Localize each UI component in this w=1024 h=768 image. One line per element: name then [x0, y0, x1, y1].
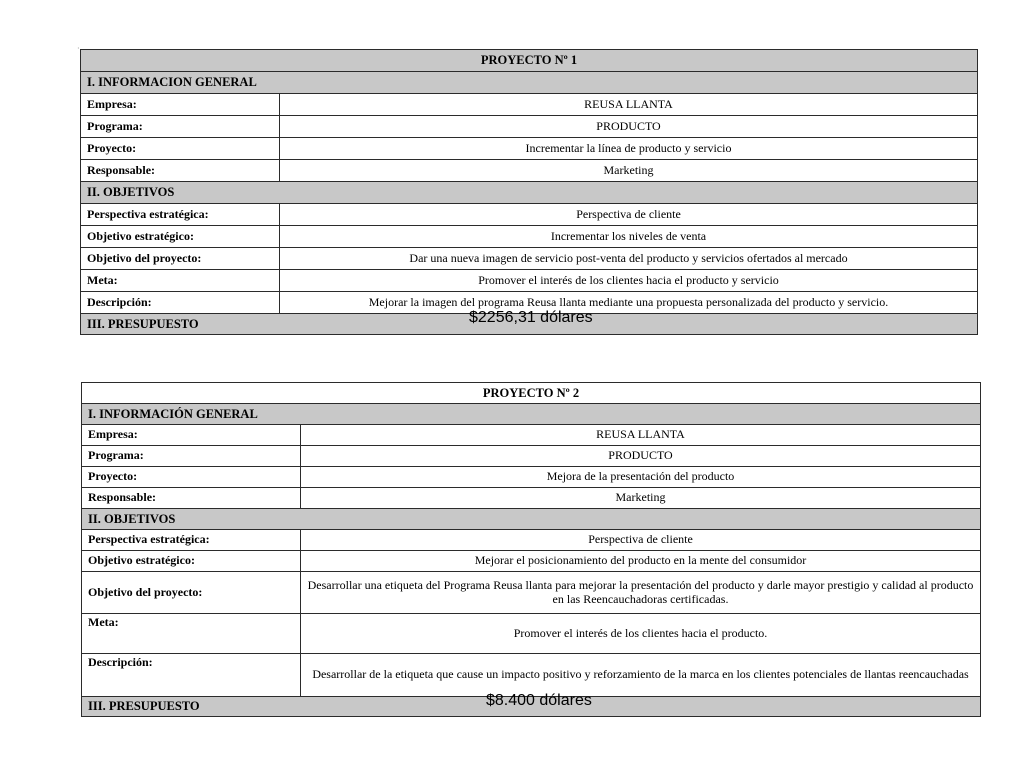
programa-label: Programa:	[81, 116, 280, 138]
responsable-label: Responsable:	[81, 160, 280, 182]
programa-value: PRODUCTO	[280, 116, 978, 138]
section-budget	[81, 309, 978, 335]
meta-label: Meta:	[82, 614, 301, 654]
meta-value: Promover el interés de los clientes hacia el producto y servicio	[280, 270, 978, 292]
objetivo-estrategico-label: Objetivo estratégico:	[82, 551, 301, 572]
descripcion-label: Descripción:	[82, 654, 301, 697]
perspectiva-label: Perspectiva estratégica:	[81, 204, 280, 226]
proyecto-label: Proyecto:	[82, 467, 301, 488]
project-2-table	[81, 382, 981, 717]
proyecto-value: Incrementar la línea de producto y servicio	[280, 138, 978, 160]
meta-label: Meta:	[81, 270, 280, 292]
descripcion-value: Desarrollar de la etiqueta que cause un impacto positivo y reforzamiento de la marca en los clientes potenciales de llantas reencauchadas	[301, 654, 981, 697]
programa-label: Programa:	[82, 446, 301, 467]
empresa-value: REUSA LLANTA	[280, 94, 978, 116]
empresa-value: REUSA LLANTA	[301, 425, 981, 446]
perspectiva-label: Perspectiva estratégica:	[82, 530, 301, 551]
descripcion-label: Descripción:	[81, 292, 280, 314]
objetivo-proyecto-value: Desarrollar una etiqueta del Programa Reusa llanta para mejorar la presentación del producto y darle mayor prestigio y calidad al producto en las Reencauchadoras certificadas.	[301, 572, 981, 614]
programa-value: PRODUCTO	[301, 446, 981, 467]
objetivo-proyecto-label: Objetivo del proyecto:	[82, 572, 301, 614]
objetivo-estrategico-label: Objetivo estratégico:	[81, 226, 280, 248]
responsable-label: Responsable:	[82, 488, 301, 509]
proyecto-value: Mejora de la presentación del producto	[301, 467, 981, 488]
perspectiva-value: Perspectiva de cliente	[301, 530, 981, 551]
budget-label: III. PRESUPUESTO	[87, 316, 199, 331]
objetivo-proyecto-value: Dar una nueva imagen de servicio post-venta del producto y servicios ofertados al mercado	[280, 248, 978, 270]
section-general-info: I. INFORMACIÓN GENERAL	[82, 404, 981, 425]
budget-amount: $8.400 dólares	[486, 692, 592, 709]
perspectiva-value: Perspectiva de cliente	[280, 204, 978, 226]
meta-value: Promover el interés de los clientes hacia el producto.	[301, 614, 981, 654]
objetivo-estrategico-value: Incrementar los niveles de venta	[280, 226, 978, 248]
section-objectives: II. OBJETIVOS	[82, 509, 981, 530]
project-1-table	[80, 49, 978, 335]
proyecto-label: Proyecto:	[81, 138, 280, 160]
section-objectives: II. OBJETIVOS	[81, 182, 978, 204]
responsable-value: Marketing	[301, 488, 981, 509]
page-mark: ·	[77, 44, 80, 53]
project-2-title: PROYECTO Nº 2	[82, 383, 981, 404]
empresa-label: Empresa:	[81, 94, 280, 116]
descripcion-value: Mejorar la imagen del programa Reusa llanta mediante una propuesta personalizada del producto y servicio.	[280, 292, 978, 314]
section-general-info: I. INFORMACION GENERAL	[81, 72, 978, 94]
project-1-title: PROYECTO Nº 1	[81, 50, 978, 72]
objetivo-estrategico-value: Mejorar el posicionamiento del producto en la mente del consumidor	[301, 551, 981, 572]
budget-label: III. PRESUPUESTO	[88, 699, 200, 714]
responsable-value: Marketing	[280, 160, 978, 182]
objetivo-proyecto-label: Objetivo del proyecto:	[81, 248, 280, 270]
section-budget	[82, 692, 981, 717]
empresa-label: Empresa:	[82, 425, 301, 446]
budget-amount: $2256,31 dólares	[469, 309, 593, 326]
